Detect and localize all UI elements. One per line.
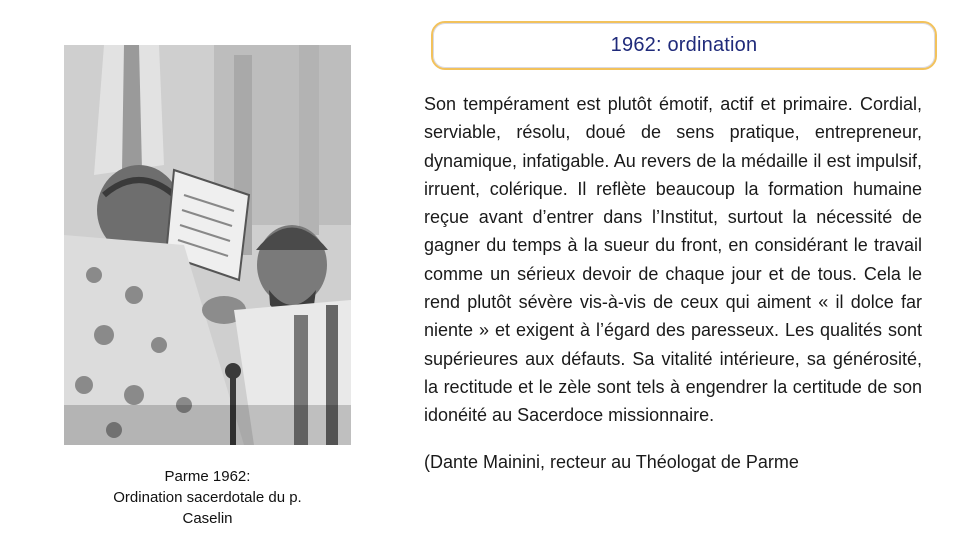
photo-caption bbox=[64, 466, 351, 529]
caption-line: Parme 1962: bbox=[164, 468, 251, 485]
body-text bbox=[424, 90, 922, 476]
ordination-photo-image bbox=[64, 45, 351, 445]
slide-title-box bbox=[431, 21, 937, 70]
caption-line: Caselin bbox=[182, 510, 233, 527]
caption-line: Ordination sacerdotale du p. bbox=[113, 489, 302, 506]
slide-title: 1962: ordination bbox=[610, 34, 758, 56]
ordination-photo bbox=[64, 45, 351, 445]
attribution-text: (Dante Mainini, recteur au Théologat de Parme bbox=[424, 451, 799, 472]
body-paragraph: Son tempérament est plutôt émotif, actif et primaire. Cordial, serviable, résolu, doué de sens pratique, entrepreneur, dynamique, infatigable. Au revers de la médaille il est impulsif, irruent, colérique. Il reflète beaucoup la formation humaine reçue avant d’entrer dans l’Institut, surtout la nécessité de gagner du temps à la sueur du front, en considérant le travail comme un sérieux devoir de chaque jour et de tous. Cela le rend plutôt sévère vis-à-vis de ceux qui aiment « il dolce far niente » et exigent à l’égard des paresseux. Les qualités sont supérieures aux défauts. Sa vitalité intérieure, sa générosité, la rectitude et le zèle sont tels à engendrer la certitude de son idonéité au Sacerdoce missionnaire. bbox=[424, 94, 922, 426]
